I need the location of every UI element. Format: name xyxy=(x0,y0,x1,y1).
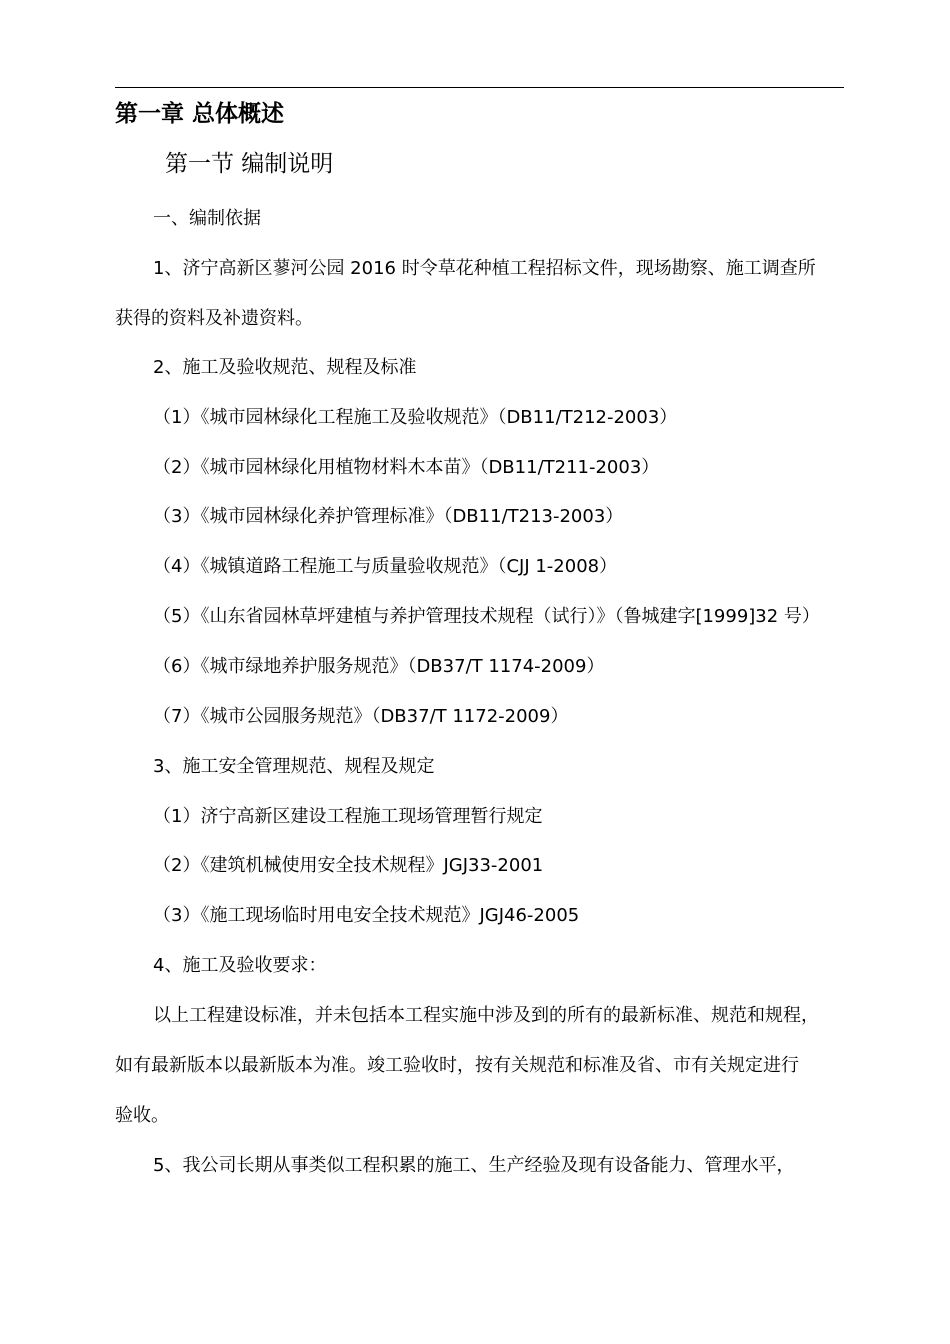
standard-item-6: （6）《城市绿地养护服务规范》（DB37/T 1174-2009） xyxy=(153,656,605,677)
standards-heading: 2、施工及验收规范、规程及标准 xyxy=(153,357,417,378)
acceptance-heading: 4、施工及验收要求： xyxy=(153,955,327,976)
standard-item-5: （5）《山东省园林草坪建植与养护管理技术规程（试行）》（鲁城建字[1999]32 号） xyxy=(153,606,820,627)
basis-heading: 一、编制依据 xyxy=(153,208,261,229)
paragraph-item1-line2: 获得的资料及补遗资料。 xyxy=(115,308,313,329)
safety-heading: 3、施工安全管理规范、规程及规定 xyxy=(153,756,435,777)
standard-item-2: （2）《城市园林绿化用植物材料木本苗》（DB11/T211-2003） xyxy=(153,457,660,478)
header-rule xyxy=(115,87,844,88)
acceptance-paragraph-line2: 如有最新版本以最新版本为准。竣工验收时，按有关规范和标准及省、市有关规定进行 xyxy=(115,1055,799,1076)
safety-item-2: （2）《建筑机械使用安全技术规程》JGJ33-2001 xyxy=(153,855,544,876)
standard-item-7: （7）《城市公园服务规范》（DB37/T 1172-2009） xyxy=(153,706,569,727)
standard-item-4: （4）《城镇道路工程施工与质量验收规范》（CJJ 1-2008） xyxy=(153,556,618,577)
standard-item-1: （1）《城市园林绿化工程施工及验收规范》（DB11/T212-2003） xyxy=(153,407,678,428)
safety-item-1: （1）济宁高新区建设工程施工现场管理暂行规定 xyxy=(153,806,543,827)
paragraph-item1-line1: 1、济宁高新区蓼河公园 2016 时令草花种植工程招标文件，现场勘察、施工调查所 xyxy=(153,258,816,279)
chapter-title: 第一章 总体概述 xyxy=(115,101,285,127)
acceptance-paragraph-line3: 验收。 xyxy=(115,1105,169,1126)
acceptance-paragraph-line1: 以上工程建设标准，并未包括本工程实施中涉及到的所有的最新标准、规范和规程， xyxy=(153,1005,819,1026)
safety-item-3: （3）《施工现场临时用电安全技术规范》JGJ46-2005 xyxy=(153,905,580,926)
section-title: 第一节 编制说明 xyxy=(165,151,334,177)
paragraph-item5-line1: 5、我公司长期从事类似工程积累的施工、生产经验及现有设备能力、管理水平， xyxy=(153,1155,795,1176)
standard-item-3: （3）《城市园林绿化养护管理标准》（DB11/T213-2003） xyxy=(153,506,624,527)
